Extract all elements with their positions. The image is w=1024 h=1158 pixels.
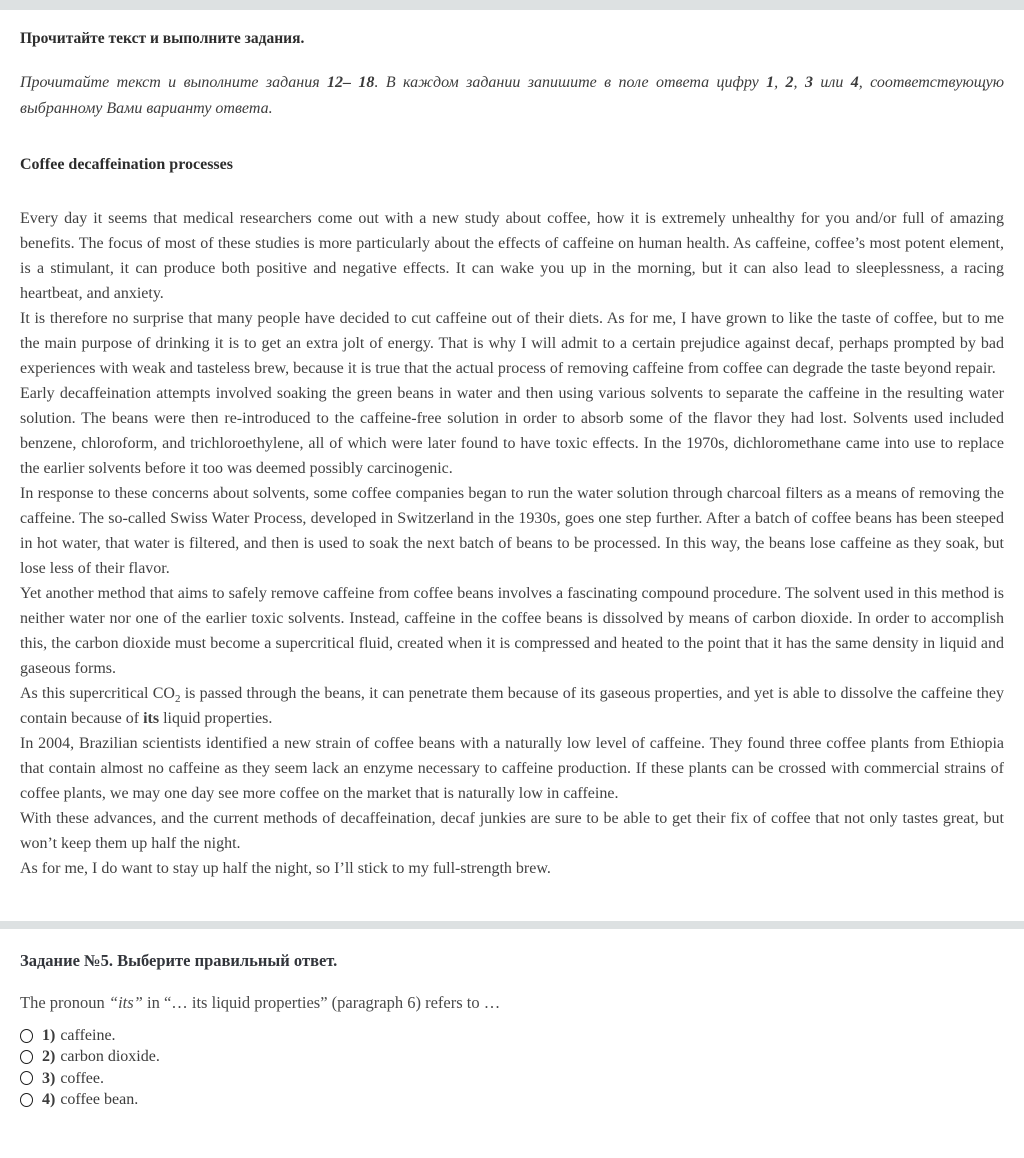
- option-label: caffeine.: [60, 1027, 116, 1044]
- answer-option-4[interactable]: [20, 1089, 1004, 1110]
- article-body: [20, 206, 1004, 881]
- option-number: 1): [42, 1027, 56, 1044]
- question-text-b: in “… its liquid properties” (paragraph 6) refers to …: [142, 993, 501, 1012]
- p6-text-c: liquid properties.: [159, 710, 273, 727]
- instr-part-f: или: [812, 74, 851, 91]
- option-number: 2): [42, 1048, 56, 1066]
- instructions-text: [20, 70, 1004, 122]
- instr-part-e: ,: [793, 74, 805, 91]
- section-divider: [0, 921, 1024, 929]
- option-number: 3): [42, 1069, 56, 1087]
- instr-digit-4: 4: [850, 74, 859, 91]
- p6-text-a: As this supercritical CO: [20, 685, 175, 702]
- question-pronoun: “its”: [108, 993, 143, 1012]
- reading-section: [0, 30, 1024, 881]
- article-paragraph-8: With these advances, and the current methods of decaffeination, decaf junkies are sure to be able to get their fix of coffee that not only tastes great, but won’t keep them up half the night.: [20, 810, 1004, 852]
- instr-part-a: Прочитайте текст и выполните задания: [20, 74, 328, 91]
- instr-digit-2: 2: [785, 74, 794, 91]
- p6-bold-its: its: [143, 710, 160, 727]
- instr-digit-1: 1: [766, 74, 775, 91]
- answer-option-3[interactable]: [20, 1068, 1004, 1089]
- instructions-title: Прочитайте текст и выполните задания.: [20, 30, 305, 47]
- question-section: [0, 951, 1024, 1110]
- instr-digit-3: 3: [804, 74, 813, 91]
- option-label: coffee bean.: [60, 1090, 139, 1108]
- task-title: Задание №5. Выберите правильный ответ.: [20, 951, 338, 970]
- top-divider: [0, 0, 1024, 10]
- article-title: Coffee decaffeination processes: [20, 156, 233, 173]
- p6-text-b: is passed through the beans, it can penetrate them because of its gaseous properties, and yet is able to dissolve the caffeine they contain because of: [20, 685, 1005, 727]
- article-paragraph-7: In 2004, Brazilian scientists identified a new strain of coffee beans with a naturally low level of caffeine. They found three coffee plants from Ethiopia that contain almost no caffeine as they seem lack an enzyme necessary to caffeine production. If these plants can be crossed with commercial strains of coffee plants, we may one day see more coffee on the market that is naturally low in caffeine.: [20, 735, 1004, 802]
- answer-option-2[interactable]: [20, 1046, 1004, 1067]
- article-paragraph-1: Every day it seems that medical researchers come out with a new study about coffee, how it is extremely unhealthy for you and/or full of amazing benefits. The focus of most of these studies is more particularly about the effects of caffeine on human health. As caffeine, coffee’s most potent element, is a stimulant, it can produce both positive and negative effects. It can wake you up in the morning, but it can also lead to sleeplessness, a racing heartbeat, and anxiety.: [20, 210, 1004, 302]
- article-paragraph-6: [20, 681, 1004, 731]
- answer-options: [20, 1025, 1004, 1110]
- instr-part-d: ,: [774, 74, 786, 91]
- article-paragraph-9: As for me, I do want to stay up half the night, so I’ll stick to my full-strength brew.: [20, 860, 551, 877]
- option-label: coffee.: [60, 1069, 104, 1087]
- radio-button-1[interactable]: [20, 1029, 33, 1043]
- instr-part-c: . В каждом задании запишите в поле ответа цифру: [374, 74, 767, 91]
- radio-button-3[interactable]: [20, 1071, 33, 1085]
- question-text-a: The pronoun: [20, 993, 109, 1012]
- option-label: carbon dioxide.: [60, 1048, 160, 1066]
- instr-task-range: 12– 18: [327, 74, 375, 91]
- article-paragraph-2: It is therefore no surprise that many people have decided to cut caffeine out of their diets. As for me, I have grown to like the taste of coffee, but to me the main purpose of drinking it is to get an extra jolt of energy. That is why I will admit to a certain prejudice against decaf, perhaps prompted by bad experiences with weak and tasteless brew, because it is true that the actual process of removing caffeine from coffee can degrade the taste beyond repair.: [20, 310, 1004, 377]
- article-paragraph-3: Early decaffeination attempts involved soaking the green beans in water and then using various solvents to separate the caffeine in the resulting water solution. The beans were then re-introduced to the caffeine-free solution in order to absorb some of the flavor they had lost. Solvents used included benzene, chloroform, and trichloroethylene, all of which were later found to have toxic effects. In the 1970s, dichloromethane came into use to replace the earlier solvents before it too was deemed possibly carcinogenic.: [20, 385, 1004, 477]
- co2-subscript: 2: [174, 693, 181, 706]
- instr-part-g: , соответствующую выбранному Вами варианту ответа.: [20, 74, 1005, 117]
- article-paragraph-4: In response to these concerns about solvents, some coffee companies began to run the water solution through charcoal filters as a means of removing the caffeine. The so-called Swiss Water Process, developed in Switzerland in the 1930s, goes one step further. After a batch of coffee beans has been steeped in hot water, that water is filtered, and then is used to soak the next batch of beans to be processed. In this way, the beans lose caffeine as they soak, but lose less of their flavor.: [20, 485, 1004, 577]
- radio-button-4[interactable]: [20, 1093, 33, 1107]
- answer-option-1[interactable]: [20, 1025, 1004, 1046]
- question-text: [20, 993, 1004, 1013]
- article-paragraph-5: Yet another method that aims to safely remove caffeine from coffee beans involves a fascinating compound procedure. The solvent used in this method is neither water nor one of the earlier toxic solvents. Instead, caffeine in the coffee beans is dissolved by means of carbon dioxide. In order to accomplish this, the carbon dioxide must become a supercritical fluid, created when it is compressed and heated to the point that it has the same density in liquid and gaseous forms.: [20, 585, 1004, 677]
- option-number: 4): [42, 1090, 56, 1108]
- radio-button-2[interactable]: [20, 1050, 33, 1064]
